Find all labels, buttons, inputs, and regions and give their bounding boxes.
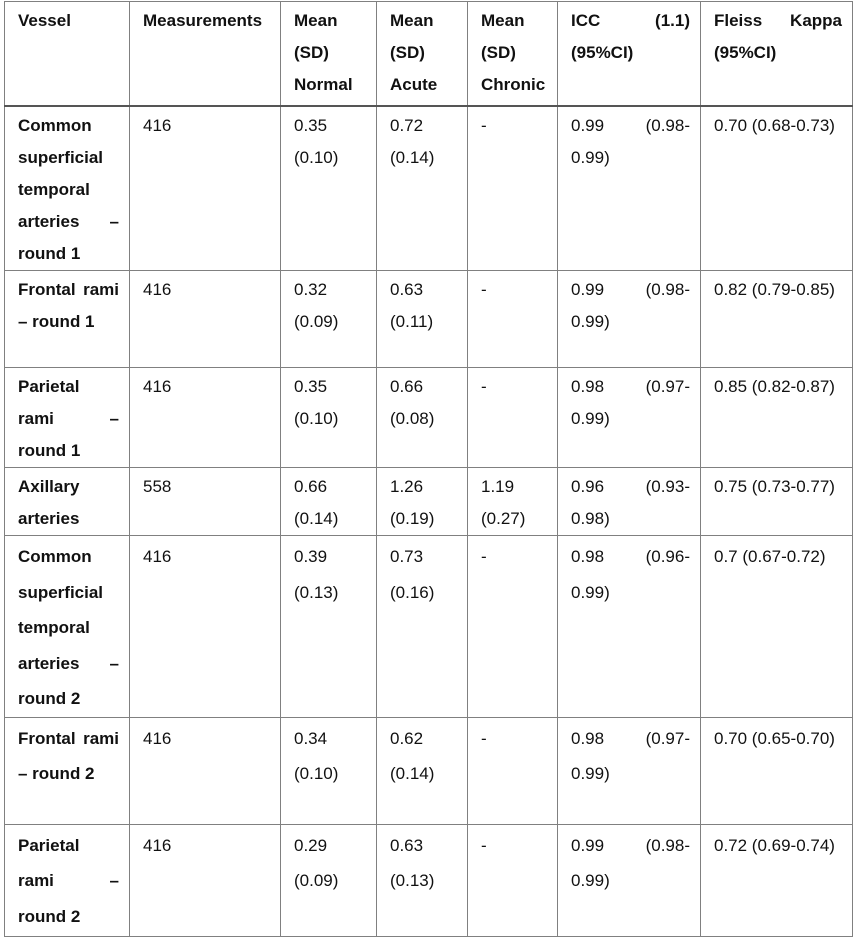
vessel-cell: Axillary arteries bbox=[5, 468, 130, 536]
fleiss-kappa-cell: 0.85 (0.82-0.87) bbox=[701, 368, 853, 468]
measurements-cell: 416 bbox=[130, 717, 281, 824]
fleiss-kappa-cell: 0.72 (0.69-0.74) bbox=[701, 824, 853, 936]
mean-normal-cell: 0.35 (0.10) bbox=[281, 368, 377, 468]
mean-chronic-cell: - bbox=[468, 536, 558, 718]
icc-cell: 0.99 (0.98-0.99) bbox=[558, 271, 701, 368]
icc-cell: 0.98 (0.96-0.99) bbox=[558, 536, 701, 718]
header-mean-normal: Mean (SD) Normal bbox=[281, 2, 377, 107]
mean-chronic-cell: - bbox=[468, 271, 558, 368]
measurements-cell: 416 bbox=[130, 368, 281, 468]
mean-normal-cell: 0.32 (0.09) bbox=[281, 271, 377, 368]
icc-cell: 0.98 (0.97-0.99) bbox=[558, 717, 701, 824]
vessel-cell: Common superficial temporal arteries – round 2 bbox=[5, 536, 130, 718]
header-mean-acute: Mean (SD) Acute bbox=[377, 2, 468, 107]
mean-chronic-cell: - bbox=[468, 106, 558, 271]
fleiss-kappa-cell: 0.70 (0.68-0.73) bbox=[701, 106, 853, 271]
fleiss-kappa-cell: 0.70 (0.65-0.70) bbox=[701, 717, 853, 824]
mean-normal-cell: 0.66 (0.14) bbox=[281, 468, 377, 536]
fleiss-kappa-cell: 0.7 (0.67-0.72) bbox=[701, 536, 853, 718]
vessel-cell: Common superficial temporal arteries – round 1 bbox=[5, 106, 130, 271]
mean-chronic-cell: - bbox=[468, 824, 558, 936]
mean-chronic-cell: - bbox=[468, 368, 558, 468]
mean-normal-cell: 0.29 (0.09) bbox=[281, 824, 377, 936]
mean-acute-cell: 1.26 (0.19) bbox=[377, 468, 468, 536]
measurements-cell: 416 bbox=[130, 106, 281, 271]
mean-acute-cell: 0.72 (0.14) bbox=[377, 106, 468, 271]
vessel-cell: Parietal rami – round 1 bbox=[5, 368, 130, 468]
icc-cell: 0.99 (0.98-0.99) bbox=[558, 824, 701, 936]
measurements-cell: 416 bbox=[130, 271, 281, 368]
header-measurements: Measurements bbox=[130, 2, 281, 107]
mean-chronic-cell: - bbox=[468, 717, 558, 824]
icc-cell: 0.99 (0.98-0.99) bbox=[558, 106, 701, 271]
icc-cell: 0.96 (0.93-0.98) bbox=[558, 468, 701, 536]
measurements-cell: 416 bbox=[130, 536, 281, 718]
mean-normal-cell: 0.39 (0.13) bbox=[281, 536, 377, 718]
table-row bbox=[5, 106, 853, 271]
icc-cell: 0.98 (0.97-0.99) bbox=[558, 368, 701, 468]
table-row bbox=[5, 468, 853, 536]
vessel-cell: Frontal rami – round 2 bbox=[5, 717, 130, 824]
mean-normal-cell: 0.34 (0.10) bbox=[281, 717, 377, 824]
vessel-cell: Parietal rami – round 2 bbox=[5, 824, 130, 936]
table-row bbox=[5, 717, 853, 824]
header-icc: ICC (1.1) (95%CI) bbox=[558, 2, 701, 107]
table-row bbox=[5, 368, 853, 468]
table-row bbox=[5, 271, 853, 368]
mean-normal-cell: 0.35 (0.10) bbox=[281, 106, 377, 271]
table-row bbox=[5, 824, 853, 936]
mean-chronic-cell: 1.19 (0.27) bbox=[468, 468, 558, 536]
mean-acute-cell: 0.62 (0.14) bbox=[377, 717, 468, 824]
mean-acute-cell: 0.63 (0.11) bbox=[377, 271, 468, 368]
header-vessel: Vessel bbox=[5, 2, 130, 107]
results-table bbox=[4, 1, 853, 937]
mean-acute-cell: 0.73 (0.16) bbox=[377, 536, 468, 718]
mean-acute-cell: 0.66 (0.08) bbox=[377, 368, 468, 468]
table-row bbox=[5, 536, 853, 718]
fleiss-kappa-cell: 0.75 (0.73-0.77) bbox=[701, 468, 853, 536]
fleiss-kappa-cell: 0.82 (0.79-0.85) bbox=[701, 271, 853, 368]
header-mean-chronic: Mean (SD) Chronic bbox=[468, 2, 558, 107]
measurements-cell: 558 bbox=[130, 468, 281, 536]
measurements-cell: 416 bbox=[130, 824, 281, 936]
vessel-cell: Frontal rami – round 1 bbox=[5, 271, 130, 368]
mean-acute-cell: 0.63 (0.13) bbox=[377, 824, 468, 936]
header-row bbox=[5, 2, 853, 107]
header-fleiss-kappa: Fleiss Kappa (95%CI) bbox=[701, 2, 853, 107]
